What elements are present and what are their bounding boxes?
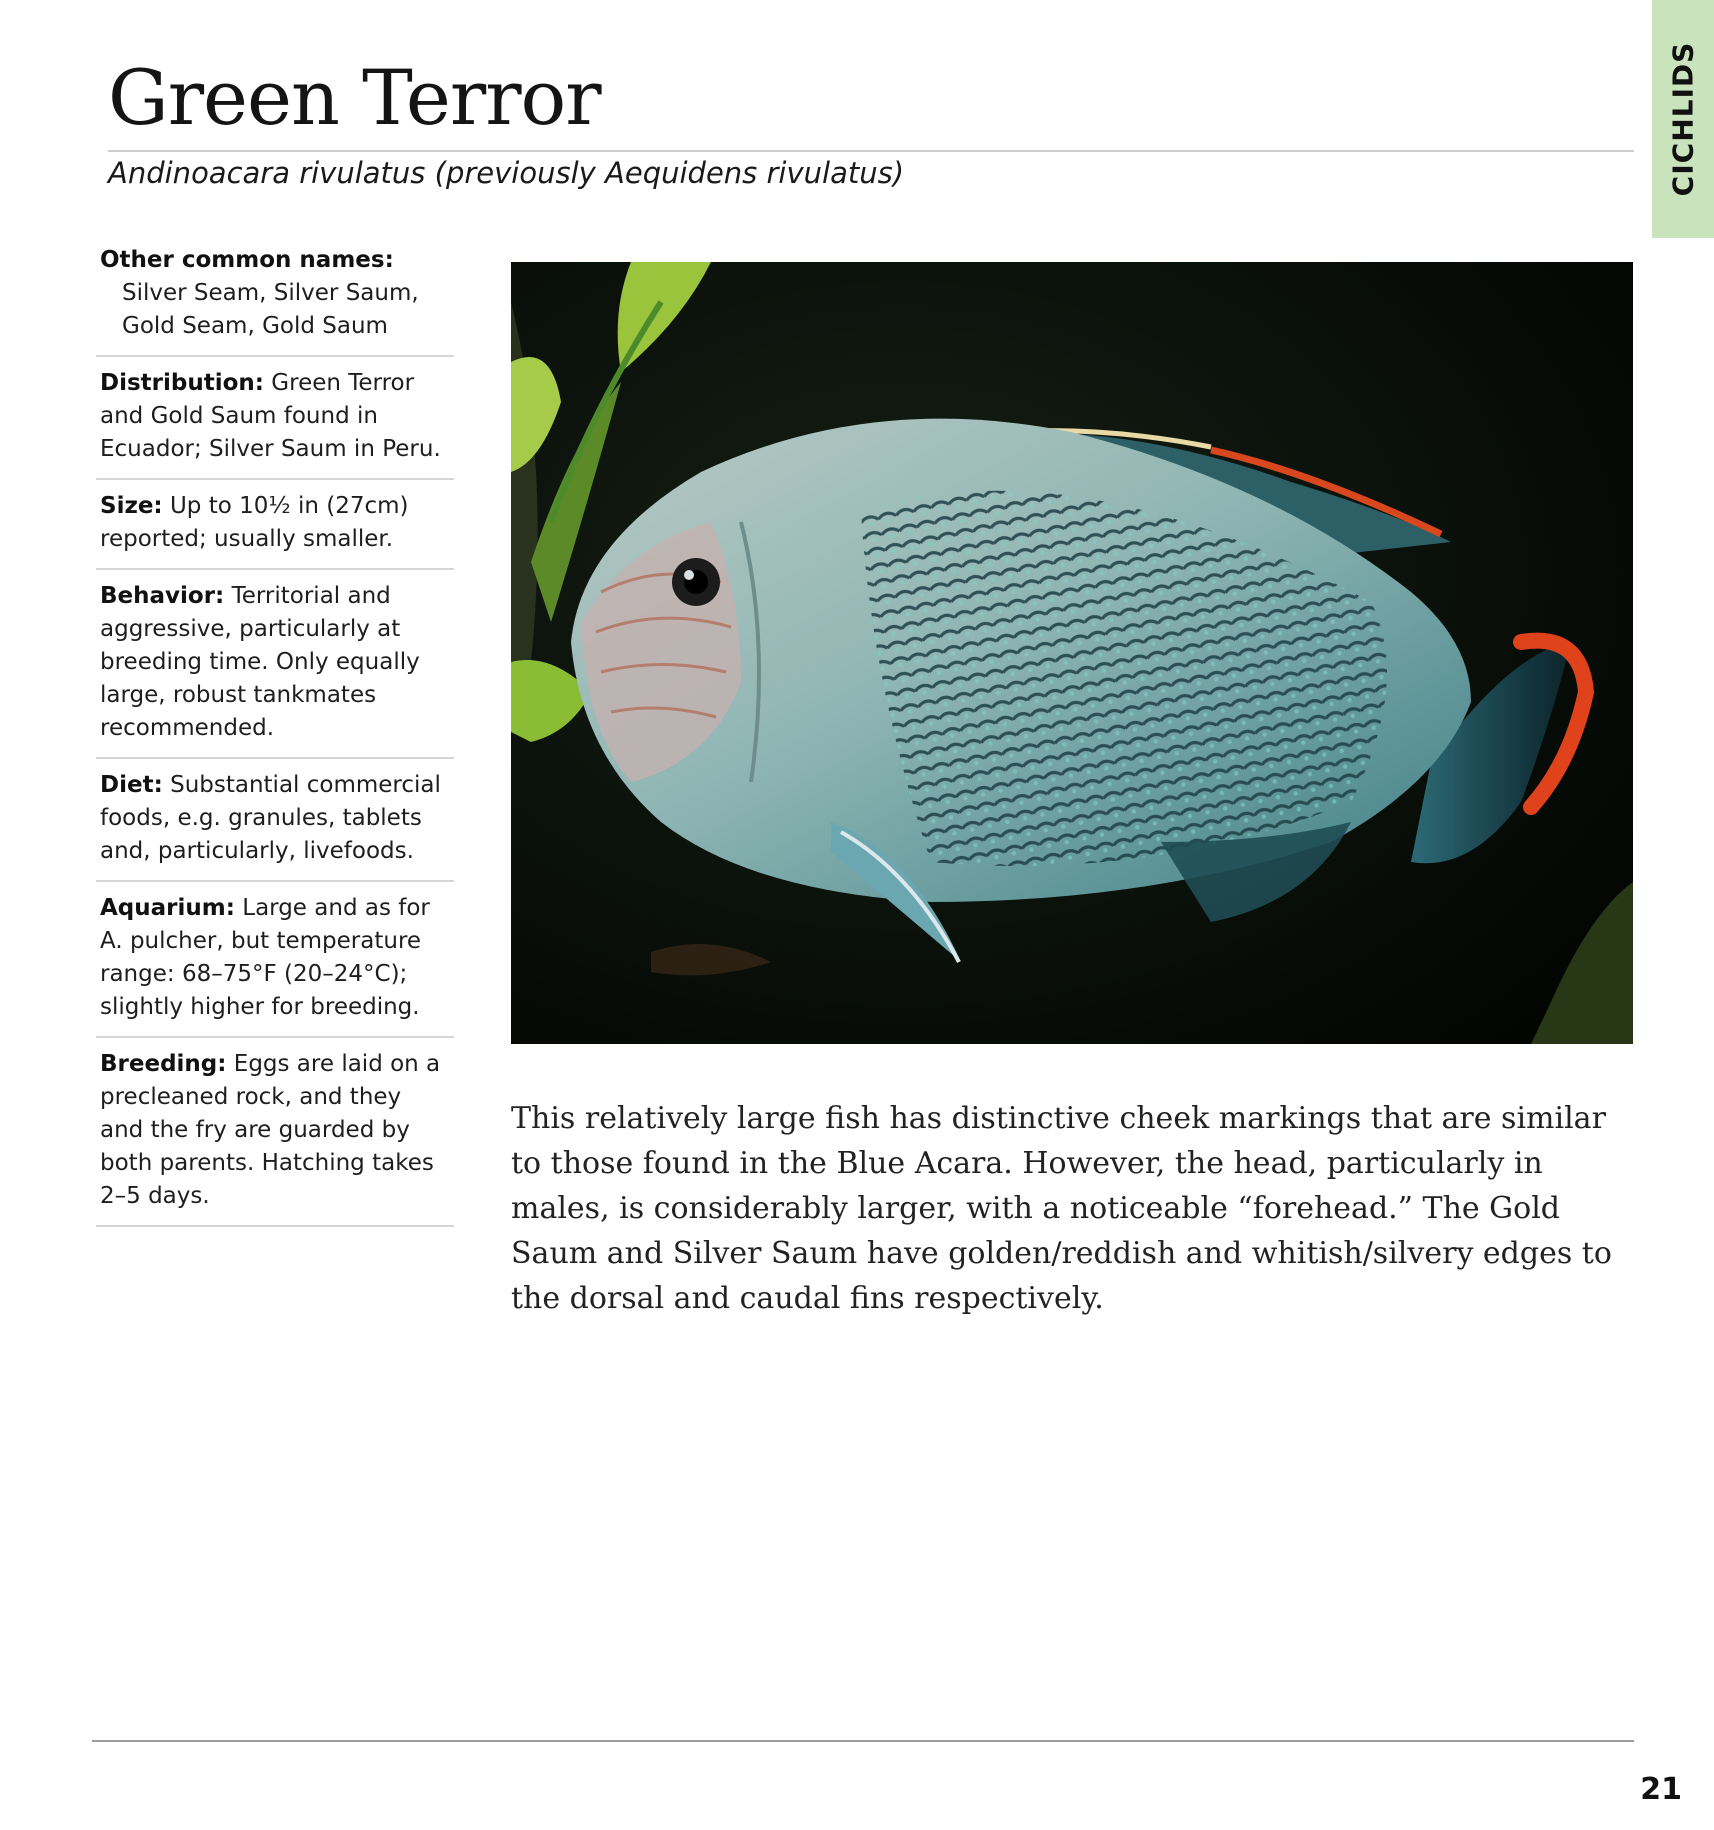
fact-label: Breeding:	[100, 1051, 227, 1077]
fact-other-common-names	[96, 244, 454, 357]
fact-label: Diet:	[100, 772, 163, 798]
fact-label: Aquarium:	[100, 895, 235, 921]
fact-text: Eggs are laid on a precleaned rock, and they and the fry are guarded by both parents. Hatching takes 2–5 days.	[100, 1051, 441, 1209]
fact-behavior	[96, 570, 454, 759]
fish-photo	[511, 262, 1633, 1044]
description-paragraph: This relatively large fish has distinctive cheek markings that are similar to those found in the Blue Acara. However, the head, particularly in males, is considerably larger, with a noticeable “forehead.” The Gold Saum and Silver Saum have golden/reddish and whitish/silvery edges to the dorsal and caudal fins respectively.	[511, 1101, 1612, 1316]
fact-breeding	[96, 1038, 454, 1227]
fact-distribution	[96, 357, 454, 480]
scientific-name: Andinoacara rivulatus (previously Aequidens rivulatus)	[108, 156, 905, 190]
footer-divider	[92, 1740, 1634, 1742]
fact-diet	[96, 759, 454, 882]
fact-text: Substantial commercial foods, e.g. granules, tablets and, particularly, livefoods.	[100, 772, 441, 864]
page-title: Green Terror	[108, 53, 601, 142]
fact-text: Territorial and aggressive, particularly at breeding time. Only equally large, robust tankmates recommended.	[100, 583, 420, 741]
fact-sidebar	[96, 244, 454, 1227]
fact-text: Green Terror and Gold Saum found in Ecuador; Silver Saum in Peru.	[100, 370, 441, 462]
fact-text: Large and as for A. pulcher, but temperature range: 68–75°F (20–24°C); slightly higher for breeding.	[100, 895, 430, 1020]
title-divider	[108, 150, 1634, 152]
fact-aquarium	[96, 882, 454, 1038]
fact-label: Size:	[100, 493, 163, 519]
section-tab	[1652, 0, 1714, 238]
fact-text: Up to 10½ in (27cm) reported; usually smaller.	[100, 493, 409, 552]
fact-label: Distribution:	[100, 370, 264, 396]
fact-text: Silver Seam, Silver Saum, Gold Seam, Gold Saum	[122, 280, 419, 339]
fish-illustration	[511, 262, 1633, 1044]
page-number: 21	[1640, 1772, 1682, 1807]
fact-label: Other common names:	[100, 247, 394, 273]
fact-label: Behavior:	[100, 583, 225, 609]
fact-size	[96, 480, 454, 570]
section-tab-label: CICHLIDS	[1666, 41, 1700, 197]
